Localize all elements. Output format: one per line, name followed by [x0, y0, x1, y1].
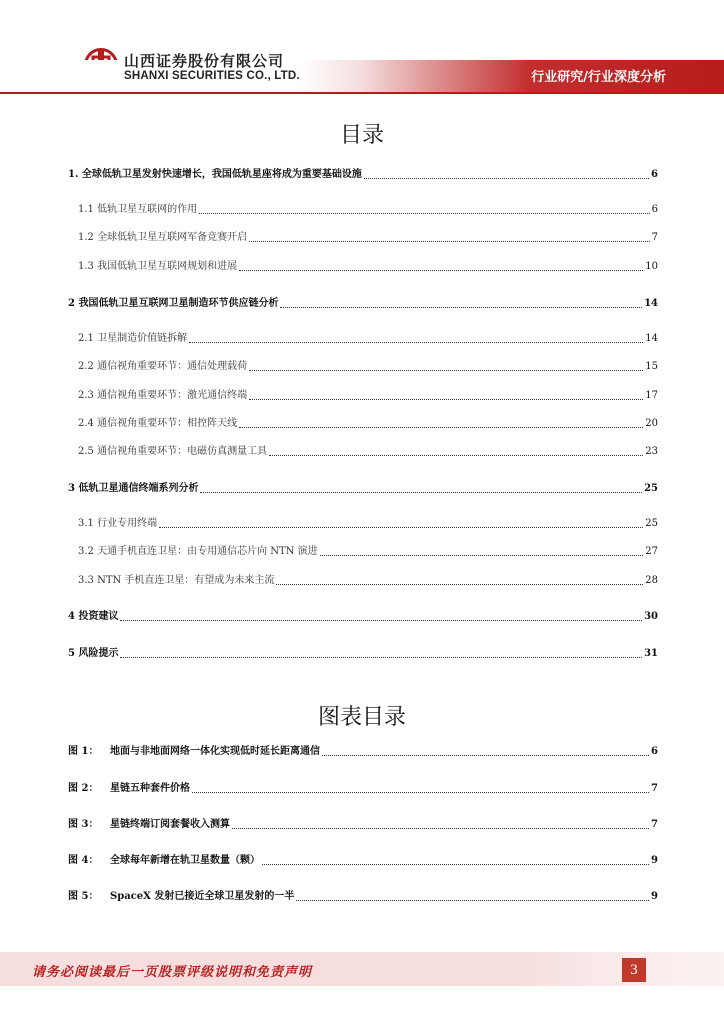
toc-leader-dots [159, 526, 643, 528]
toc-entry-title: 1.1 低轨卫星互联网的作用 [78, 204, 198, 215]
figure-label: 图 4： [68, 855, 99, 866]
figure-title: 星链五种套件价格 [110, 783, 190, 794]
toc-entry-title: 5 风险提示 [68, 648, 119, 659]
figure-page: 6 [651, 746, 658, 757]
toc-entry-title: 2 我国低轨卫星互联网卫星制造环节供应链分析 [68, 298, 279, 309]
toc-leader-dots [200, 491, 642, 493]
toc-chapter-entry[interactable] [68, 646, 658, 662]
figure-entry[interactable] [68, 889, 658, 905]
toc-entry-page: 28 [645, 575, 658, 586]
toc-entry-page: 6 [651, 204, 658, 215]
toc-entry-page: 30 [644, 611, 658, 622]
toc-leader-dots [364, 177, 649, 179]
figure-leader-dots [232, 827, 649, 829]
figure-title: 地面与非地面网络一体化实现低时延长距离通信 [110, 746, 320, 757]
page-header [0, 0, 724, 100]
header-divider [0, 92, 724, 94]
toc-entry-title: 1.3 我国低轨卫星互联网规划和进展 [78, 261, 238, 272]
toc-leader-dots [280, 306, 642, 308]
toc-entry-page: 25 [644, 483, 658, 494]
toc-entry-page: 15 [645, 361, 658, 372]
figure-label: 图 3： [68, 819, 99, 830]
figure-page: 9 [651, 891, 658, 902]
footer-disclaimer: 请务必阅读最后一页股票评级说明和免责声明 [32, 965, 313, 980]
toc-entry-page: 14 [645, 333, 658, 344]
toc-entry-title: 1.2 全球低轨卫星互联网军备竞赛开启 [78, 232, 248, 243]
figure-entry[interactable] [68, 817, 658, 833]
toc-leader-dots [239, 269, 643, 271]
toc-leader-dots [239, 426, 643, 428]
figure-page: 9 [651, 855, 658, 866]
toc-entry-title: 3.2 天通手机直连卫星：由专用通信芯片向 NTN 演进 [78, 546, 318, 557]
toc-chapter-entry[interactable] [68, 609, 658, 625]
figure-leader-dots [322, 754, 649, 756]
toc-leader-dots [120, 656, 642, 658]
toc-entry-title: 2.4 通信视角重要环节：相控阵天线 [78, 418, 238, 429]
toc-chapter-entry[interactable] [68, 167, 658, 183]
toc-section-entry[interactable] [78, 331, 658, 347]
figure-leader-dots [192, 791, 649, 793]
toc-entry-title: 1. 全球低轨卫星发射快速增长，我国低轨星座将成为重要基础设施 [68, 169, 362, 180]
toc-entry-page: 14 [644, 298, 658, 309]
figure-label: 图 5： [68, 891, 99, 902]
toc-entry-title: 4 投资建议 [68, 611, 119, 622]
toc-chapter-entry[interactable] [68, 296, 658, 312]
toc-leader-dots [189, 341, 643, 343]
toc-entry-page: 10 [645, 261, 658, 272]
toc-entry-page: 6 [651, 169, 658, 180]
toc-chapter-entry[interactable] [68, 481, 658, 497]
figure-leader-dots [262, 863, 649, 865]
figure-entry[interactable] [68, 744, 658, 760]
figure-title: SpaceX 发射已接近全球卫星发射的一半 [110, 891, 295, 902]
toc-section-entry[interactable] [78, 359, 658, 375]
toc-section-entry[interactable] [78, 516, 658, 532]
toc-entry-title: 2.2 通信视角重要环节：通信处理载荷 [78, 361, 248, 372]
toc-entry-page: 7 [651, 232, 658, 243]
figure-label: 图 2： [68, 783, 99, 794]
toc-leader-dots [276, 583, 643, 585]
toc-section-entry[interactable] [78, 388, 658, 404]
toc-entry-title: 3.1 行业专用终端 [78, 518, 158, 529]
toc-leader-dots [249, 240, 650, 242]
figure-page: 7 [651, 783, 658, 794]
toc-entry-title: 3 低轨卫星通信终端系列分析 [68, 483, 199, 494]
toc-entry-page: 25 [645, 518, 658, 529]
toc-entry-title: 2.1 卫星制造价值链拆解 [78, 333, 188, 344]
toc-entry-page: 31 [644, 648, 658, 659]
toc-section-entry[interactable] [78, 259, 658, 275]
toc-section-entry[interactable] [78, 416, 658, 432]
page-number: 3 [622, 958, 646, 982]
toc-leader-dots [320, 554, 644, 556]
toc-leader-dots [269, 454, 643, 456]
figure-leader-dots [296, 899, 649, 901]
figure-entry[interactable] [68, 853, 658, 869]
toc-leader-dots [249, 398, 643, 400]
toc-section-entry[interactable] [78, 544, 658, 560]
toc-entry-title: 2.5 通信视角重要环节：电磁仿真测量工具 [78, 446, 268, 457]
figure-page: 7 [651, 819, 658, 830]
toc-leader-dots [199, 212, 650, 214]
figure-title: 星链终端订阅套餐收入测算 [110, 819, 230, 830]
toc-entry-page: 17 [645, 390, 658, 401]
toc-section-entry[interactable] [78, 230, 658, 246]
toc-entry-title: 2.3 通信视角重要环节：激光通信终端 [78, 390, 248, 401]
company-name-en: SHANXI SECURITIES CO., LTD. [124, 70, 300, 82]
toc-entry-page: 23 [645, 446, 658, 457]
toc-title: 目录 [339, 123, 384, 148]
report-category: 行业研究/行业深度分析 [531, 70, 666, 85]
company-name-cn: 山西证券股份有限公司 [124, 52, 285, 70]
figure-label: 图 1： [68, 746, 99, 757]
toc-leader-dots [120, 619, 642, 621]
toc-entry-title: 3.3 NTN 手机直连卫星：有望成为未来主流 [78, 575, 275, 586]
toc-section-entry[interactable] [78, 573, 658, 589]
toc-entry-page: 27 [645, 546, 658, 557]
toc-leader-dots [249, 369, 643, 371]
toc-entry-page: 20 [645, 418, 658, 429]
figure-title: 全球每年新增在轨卫星数量（颗） [110, 855, 260, 866]
toc-section-entry[interactable] [78, 202, 658, 218]
figures-title: 图表目录 [317, 705, 406, 730]
toc-section-entry[interactable] [78, 444, 658, 460]
figure-entry[interactable] [68, 781, 658, 797]
